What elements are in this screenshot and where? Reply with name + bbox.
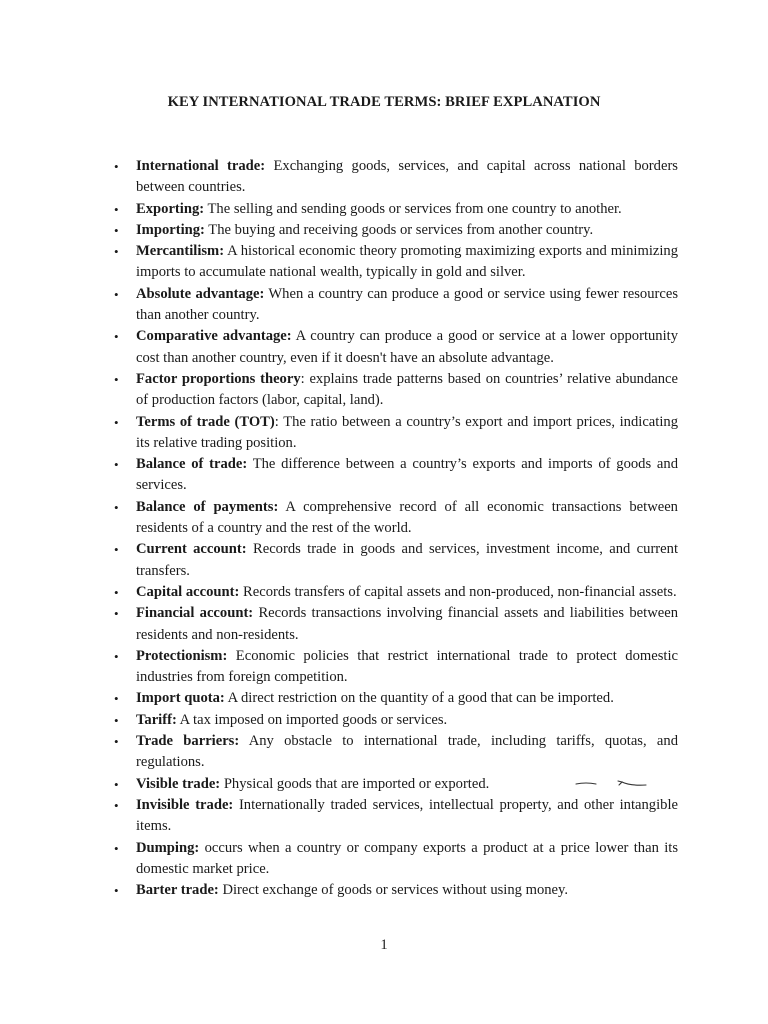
bullet-icon: • bbox=[114, 542, 119, 558]
term-definition: When a country can produce a good or service using fewer resources than another country. bbox=[136, 285, 678, 324]
page-number: 1 bbox=[380, 937, 388, 953]
bullet-icon: • bbox=[114, 159, 119, 174]
bullet-icon: • bbox=[114, 883, 119, 899]
bullet-icon: • bbox=[114, 648, 119, 664]
term-name: Factor proportions theory bbox=[136, 370, 301, 387]
term-definition: The selling and sending goods or services from one country to another. bbox=[204, 200, 622, 217]
bullet-icon: • bbox=[114, 776, 119, 792]
bullet-icon: • bbox=[114, 222, 119, 238]
term-definition: A country can produce a good or service at a lower opportunity cost than another country, even if it doesn't have an absolute advantage. bbox=[136, 328, 679, 366]
underline-stroke-2 bbox=[622, 782, 646, 785]
term-definition: A historical economic theory promoting maximizing exports and minimizing imports to accumulate national wealth, typically in gold and silver. bbox=[136, 243, 678, 281]
term-item bbox=[114, 199, 678, 220]
bullet-icon: • bbox=[114, 712, 119, 728]
term-name: Balance of trade: bbox=[136, 456, 248, 473]
term-definition: The difference between a country’s exports and imports of goods and services. bbox=[136, 456, 678, 494]
term-item bbox=[114, 412, 678, 455]
term-item bbox=[114, 539, 678, 582]
bullet-icon: • bbox=[114, 840, 119, 856]
term-definition: The buying and receiving goods or services from another country. bbox=[204, 221, 594, 238]
term-item bbox=[114, 795, 678, 838]
term-definition: Direct exchange of goods or services without using money. bbox=[218, 882, 569, 899]
term-item bbox=[114, 156, 678, 199]
bullet-icon: • bbox=[114, 329, 119, 345]
term-item bbox=[114, 710, 678, 731]
term-definition: : explains trade patterns based on countries’ relative abundance of production factors (labor, capital, land). bbox=[136, 370, 679, 409]
term-name: Barter trade: bbox=[136, 882, 219, 899]
bullet-icon: • bbox=[114, 734, 119, 750]
term-name: Balance of payments: bbox=[136, 498, 279, 515]
term-definition: : The ratio between a country’s export and import prices, indicating its relative trading position. bbox=[136, 413, 678, 451]
term-definition: Records transactions involving financial assets and liabilities between residents and non-residents. bbox=[136, 605, 678, 643]
bullet-icon: • bbox=[114, 499, 119, 515]
underline-stroke-1 bbox=[576, 783, 596, 784]
term-item bbox=[114, 454, 678, 497]
term-name: Trade barriers: bbox=[136, 733, 240, 750]
term-definition: Records transfers of capital assets and non-produced, non-financial assets. bbox=[239, 583, 677, 600]
term-name: Invisible trade: bbox=[136, 796, 234, 813]
bullet-icon: • bbox=[114, 286, 119, 302]
term-item bbox=[114, 326, 679, 369]
handwritten-underline-mark bbox=[574, 777, 654, 791]
bullet-icon: • bbox=[114, 244, 119, 260]
term-definition: A tax imposed on imported goods or services. bbox=[176, 711, 448, 728]
term-definition: Economic policies that restrict international trade to protect domestic industries from foreign competition. bbox=[136, 647, 678, 686]
term-name: Visible trade: bbox=[136, 775, 221, 792]
term-definition: A comprehensive record of all economic transactions between residents of a country and the rest of the world. bbox=[136, 498, 678, 537]
bullet-icon: • bbox=[114, 201, 119, 217]
term-definition: Internationally traded services, intellectual property, and other intangible items. bbox=[136, 796, 678, 835]
term-name: Terms of trade (TOT) bbox=[136, 413, 275, 430]
underline-stroke-3 bbox=[618, 781, 622, 785]
term-name: Comparative advantage: bbox=[136, 328, 292, 345]
term-definition: Any obstacle to international trade, including tariffs, quotas, and regulations. bbox=[136, 733, 678, 771]
term-name: Financial account: bbox=[136, 605, 254, 622]
term-item bbox=[114, 880, 678, 901]
term-name: Exporting: bbox=[136, 200, 205, 217]
term-name: International trade: bbox=[136, 158, 266, 174]
term-definition: A direct restriction on the quantity of a good that can be imported. bbox=[224, 690, 614, 707]
term-definition: Exchanging goods, services, and capital across national borders between countries. bbox=[136, 158, 678, 196]
term-item bbox=[114, 369, 679, 412]
term-definition: Physical goods that are imported or exported. bbox=[220, 775, 490, 792]
bullet-icon: • bbox=[114, 606, 119, 622]
term-item bbox=[114, 688, 678, 709]
term-item bbox=[114, 838, 678, 881]
bullet-icon: • bbox=[114, 584, 119, 600]
term-definition: occurs when a country or company exports a product at a price lower than its domestic market price. bbox=[136, 839, 678, 877]
term-item bbox=[114, 220, 678, 241]
term-name: Absolute advantage: bbox=[136, 285, 265, 302]
term-item bbox=[114, 284, 678, 327]
term-item bbox=[114, 603, 678, 646]
document-title: KEY INTERNATIONAL TRADE TERMS: BRIEF EXPLANATION bbox=[167, 94, 601, 110]
term-item bbox=[114, 731, 678, 774]
bullet-icon: • bbox=[114, 371, 119, 387]
term-name: Dumping: bbox=[136, 839, 200, 856]
term-name: Mercantilism: bbox=[136, 243, 225, 260]
term-item bbox=[114, 497, 678, 540]
term-name: Protectionism: bbox=[136, 647, 228, 664]
term-item bbox=[114, 582, 678, 603]
term-name: Importing: bbox=[136, 221, 205, 238]
term-name: Current account: bbox=[136, 541, 247, 558]
bullet-icon: • bbox=[114, 414, 119, 430]
term-definition: Records trade in goods and services, investment income, and current transfers. bbox=[136, 541, 678, 579]
bullet-icon: • bbox=[114, 797, 119, 813]
bullet-icon: • bbox=[114, 457, 119, 473]
term-item bbox=[114, 241, 678, 284]
bullet-icon: • bbox=[114, 691, 119, 707]
term-name: Tariff: bbox=[136, 711, 177, 728]
term-name: Import quota: bbox=[136, 690, 225, 707]
term-name: Capital account: bbox=[136, 583, 240, 600]
term-item bbox=[114, 646, 678, 689]
